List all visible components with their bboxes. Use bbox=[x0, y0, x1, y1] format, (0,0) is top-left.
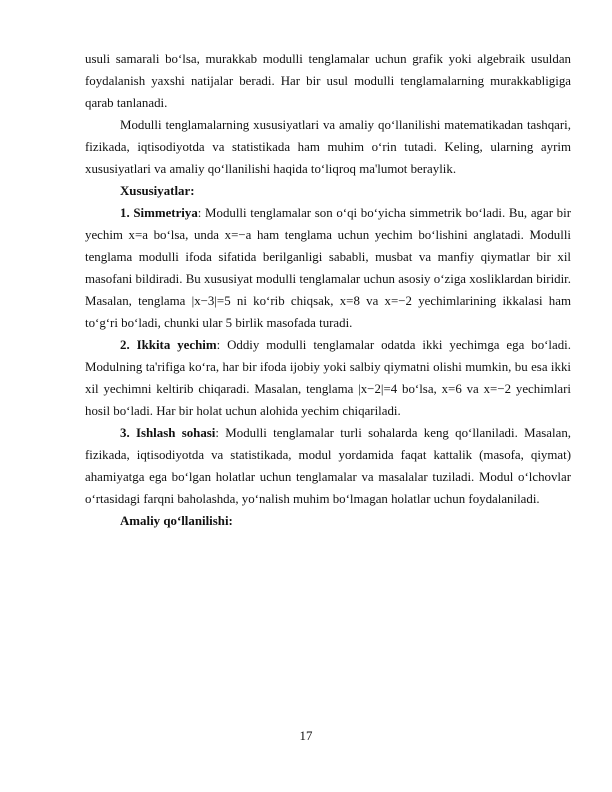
section-heading-practical-use: Amaliy qo‘llanilishi: bbox=[120, 514, 233, 528]
section-heading-properties: Xususiyatlar: bbox=[120, 184, 195, 198]
property-symmetry-paragraph bbox=[85, 202, 571, 334]
property-two-solutions-text: : Oddiy modulli tenglamalar odatda ikki yechimga ega bo‘ladi. Modulning ta'rifiga ko‘ra, har bir ifoda ijobiy yoki salbiy qiymatni olishi mumkin, bu esa ikki xil yechimni keltirib chiqaradi. Masalan, tenglama |x−2|=4 bo‘lsa, x=6 va x=−2 yechimlari hosil bo‘ladi. Har bir holat uchun alohida yechim chiqariladi. bbox=[85, 338, 571, 418]
overview-paragraph: Modulli tenglamalarning xususiyatlari va amaliy qo‘llanilishi matematikadan tashqari, fizikada, iqtisodiyotda va statistikada ham muhim o‘rin tutadi. Keling, ularning ayrim xususiyatlari va amaliy qo‘llanilishi haqida to‘liqroq ma'lumot beraylik. bbox=[85, 118, 571, 176]
property-symmetry-label: 1. Simmetriya bbox=[120, 206, 198, 220]
property-two-solutions-paragraph bbox=[85, 334, 571, 422]
page-number: 17 bbox=[299, 729, 313, 743]
property-symmetry-text: : Modulli tenglamalar son o‘qi bo‘yicha simmetrik bo‘ladi. Bu, agar bir yechim x=a bo‘lsa, unda x=−a ham tenglama uchun yechim bo‘lishini anglatadi. Modulli tenglama modulli ifoda sifatida berilganligi sababli, musbat va manfiy qiymatlar bir xil masofani bildiradi. Bu xususiyat modulli tenglamalar uchun asosiy o‘ziga xosliklardan biridir. Masalan, tenglama |x−3|=5 ni ko‘rib chiqsak, x=8 va x=−2 yechimlarining ikkalasi ham to‘g‘ri bo‘ladi, chunki ular 5 birlik masofada turadi. bbox=[85, 206, 571, 330]
document-page bbox=[85, 48, 571, 532]
intro-paragraph: usuli samarali bo‘lsa, murakkab modulli tenglamalar uchun grafik yoki algebraik usuldan foydalanish yaxshi natijalar beradi. Har bir usul modulli tenglamalarning murakkabligiga qarab tanlanadi. bbox=[85, 52, 571, 110]
property-application-area-label: 3. Ishlash sohasi bbox=[120, 426, 216, 440]
property-application-area-text: : Modulli tenglamalar turli sohalarda keng qo‘llaniladi. Masalan, fizikada, iqtisodiyotda va statistikada, modul yordamida faqat kattalik (masofa, qiymat) ahamiyatga ega bo‘lgan holatlar uchun tenglamalar va masalalar tuziladi. Modul o‘lchovlar o‘rtasidagi farqni baholashda, yo‘nalish muhim bo‘lmagan holatlar uchun foydalaniladi. bbox=[85, 426, 572, 506]
property-application-area-paragraph bbox=[85, 422, 571, 510]
property-two-solutions-label: 2. Ikkita yechim bbox=[120, 338, 217, 352]
